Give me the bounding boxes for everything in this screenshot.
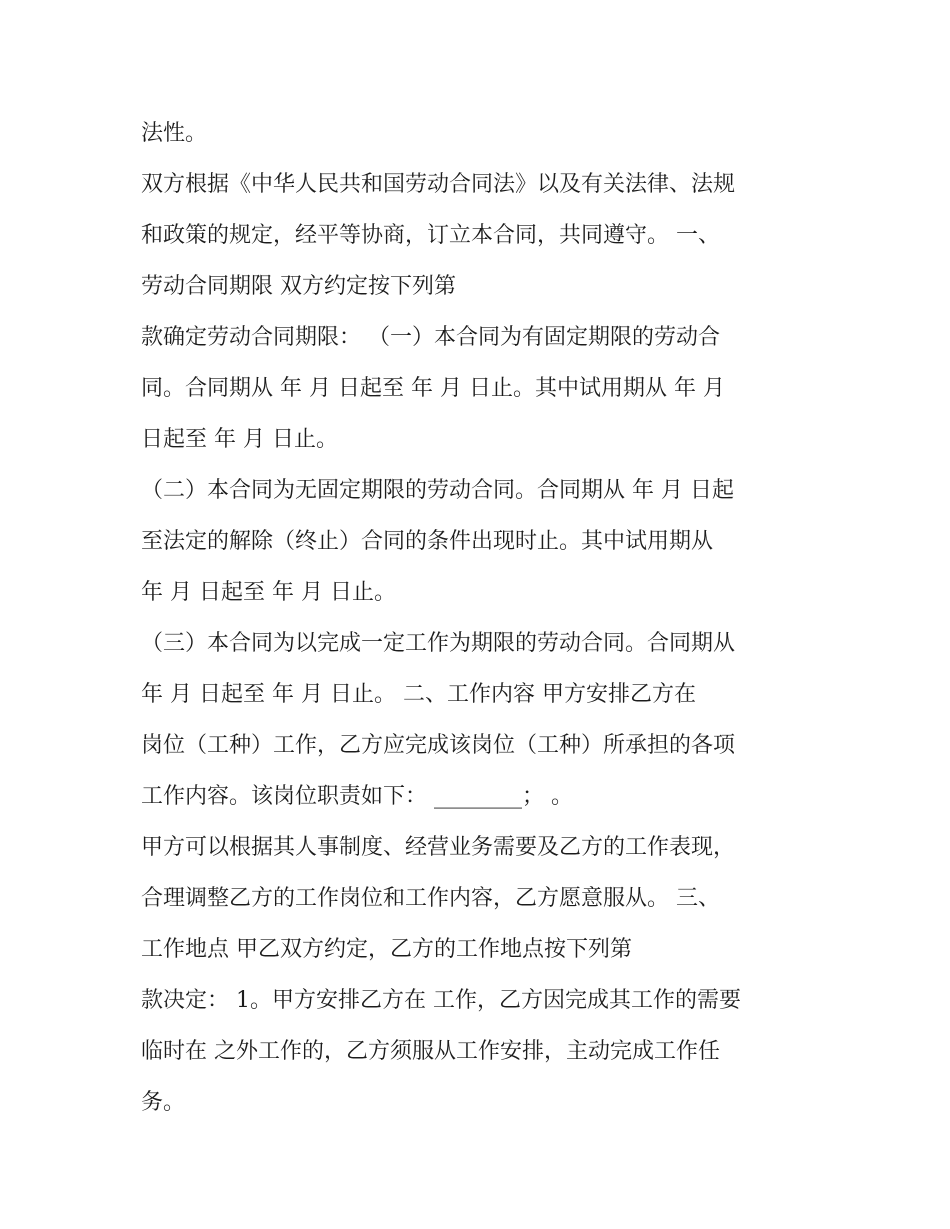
text-line: 工作内容。该岗位职责如下： ________； 。 — [141, 784, 573, 809]
text-line: 甲方可以根据其人事制度、经营业务需要及乙方的工作表现， — [141, 835, 736, 860]
text-line: 法性。 — [141, 121, 208, 146]
text-line: 至法定的解除（终止）合同的条件出现时止。其中试用期从 — [141, 529, 714, 554]
text-line: 工作地点 甲乙双方约定，乙方的工作地点按下列第 — [141, 937, 632, 962]
text-line: 劳动合同期限 双方约定按下列第 — [141, 274, 456, 299]
text-line: 岗位（工种）工作，乙方应完成该岗位（工种）所承担的各项 — [141, 733, 736, 758]
text-line: 同。合同期从 年 月 日起至 年 月 日止。其中试用期从 年 月 — [141, 376, 725, 401]
text-line: 务。 — [141, 1090, 186, 1115]
text-line: （二）本合同为无固定期限的劳动合同。合同期从 年 月 日起 — [141, 478, 734, 503]
text-line: 双方根据《中华人民共和国劳动合同法》以及有关法律、法规 — [141, 172, 736, 197]
text-line: 和政策的规定，经平等协商，订立本合同，共同遵守。 一、 — [141, 223, 720, 248]
text-line: 临时在 之外工作的，乙方须服从工作安排，主动完成工作任 — [141, 1039, 720, 1064]
contract-body-text — [141, 108, 821, 1128]
text-line: 款确定劳动合同期限： （一）本合同为有固定期限的劳动合 — [141, 325, 720, 350]
text-line: 日起至 年 月 日止。 — [141, 427, 338, 452]
text-line: 款决定： 1。甲方安排乙方在 工作，乙方因完成其工作的需要 — [141, 988, 741, 1013]
text-line: 年 月 日起至 年 月 日止。 — [141, 580, 396, 605]
text-line: （三）本合同为以完成一定工作为期限的劳动合同。合同期从 — [141, 631, 736, 656]
text-line: 合理调整乙方的工作岗位和工作内容，乙方愿意服从。 三、 — [141, 886, 720, 911]
text-line: 年 月 日起至 年 月 日止。 二、工作内容 甲方安排乙方在 — [141, 682, 696, 707]
